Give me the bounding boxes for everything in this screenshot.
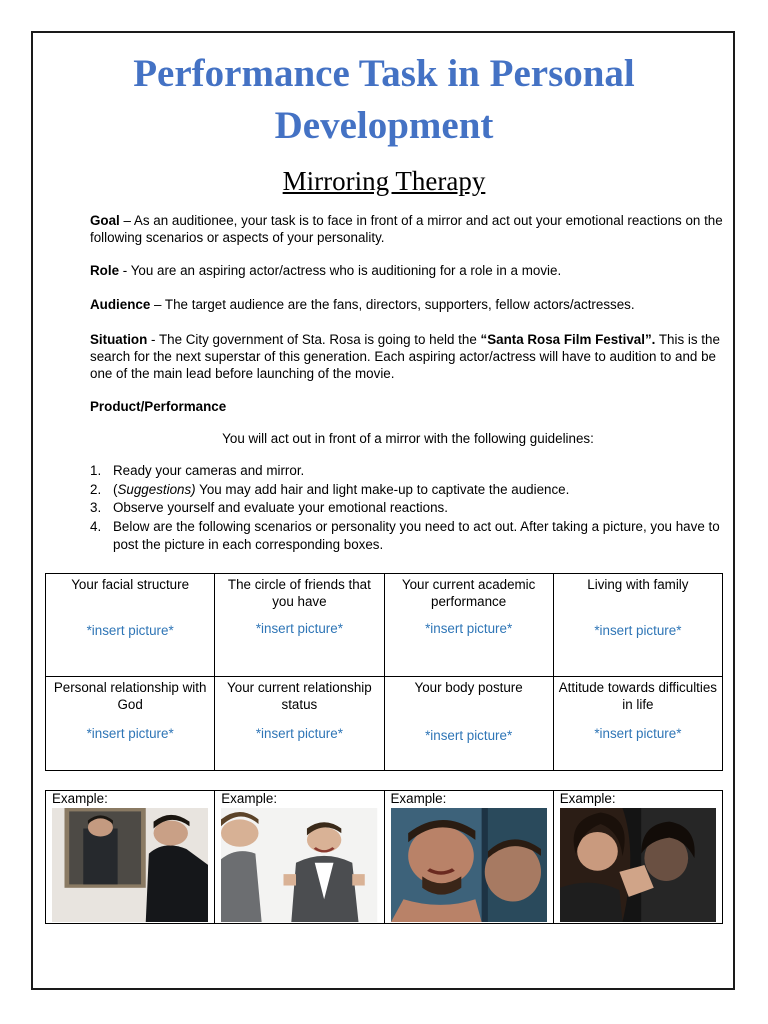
- guideline-item: [90, 499, 726, 518]
- guideline-text: Below are the following scenarios or personality you need to act out. After taking a picture, you have to post the picture in each corresponding boxes.: [113, 518, 720, 552]
- guideline-text: Ready your cameras and mirror.: [113, 463, 305, 478]
- grid-row: [46, 574, 723, 677]
- insert-picture-placeholder: *insert picture*: [255, 621, 343, 636]
- insert-picture-placeholder: *insert picture*: [425, 621, 513, 636]
- grid-cell: [553, 677, 722, 771]
- example-photo-distressed: [560, 808, 716, 922]
- guidelines-list: [90, 462, 726, 555]
- role-text: - You are an aspiring actor/actress who is auditioning for a role in a movie.: [119, 263, 562, 278]
- suggestions-text: You may add hair and light make-up to captivate the audience.: [195, 481, 570, 497]
- page-subtitle: Mirroring Therapy: [282, 166, 486, 196]
- situation-text-before: - The City government of Sta. Rosa is going to held the: [147, 332, 481, 347]
- cell-label: Your facial structure: [71, 577, 190, 592]
- audience-text: – The target audience are the fans, directors, supporters, fellow actors/actresses.: [150, 297, 635, 312]
- suggestions-label: Suggestions): [117, 481, 196, 497]
- cell-label: Attitude towards difficulties in life: [558, 680, 718, 712]
- grid-cell: [215, 574, 384, 677]
- grid-row: [46, 677, 723, 771]
- guideline-text: Observe yourself and evaluate your emotional reactions.: [113, 500, 448, 515]
- role-paragraph: [90, 262, 726, 279]
- cell-label: The circle of friends that you have: [227, 577, 371, 609]
- guideline-text: [113, 481, 726, 500]
- situation-text-after: This is the search for the next superstar of this generation. Each aspiring actor/actress will have to audition to and be one of the main lead before launching of the movie.: [90, 332, 720, 381]
- grid-cell: [215, 677, 384, 771]
- guideline-number: 2.: [90, 481, 102, 497]
- insert-picture-placeholder: *insert picture*: [425, 728, 513, 743]
- cell-label: Personal relationship with God: [53, 680, 207, 712]
- examples-table: [45, 790, 723, 924]
- example-label: Example:: [390, 791, 447, 806]
- example-cell: [553, 791, 722, 924]
- grid-cell: [46, 574, 215, 677]
- grid-cell: [384, 574, 553, 677]
- festival-name: “Santa Rosa Film Festival”.: [480, 332, 656, 347]
- scenario-grid: [45, 573, 723, 771]
- example-photo-friends: [221, 808, 377, 922]
- cell-label: Living with family: [587, 577, 689, 592]
- guideline-item: [90, 462, 726, 481]
- cell-label: Your body posture: [414, 680, 523, 695]
- role-label: Role: [90, 263, 120, 278]
- example-cell: [384, 791, 553, 924]
- insert-picture-placeholder: *insert picture*: [594, 726, 682, 741]
- insert-picture-placeholder: *insert picture*: [86, 726, 174, 741]
- grid-cell: [46, 677, 215, 771]
- cell-label: Your current relationship status: [227, 680, 372, 712]
- insert-picture-placeholder: *insert picture*: [255, 726, 343, 741]
- guideline-item: [90, 481, 726, 500]
- guideline-number: 3.: [90, 500, 102, 515]
- example-cell: [215, 791, 384, 924]
- cell-label: Your current academic performance: [401, 577, 536, 609]
- example-label: Example:: [221, 791, 278, 806]
- suggestions-open-paren: (: [113, 481, 118, 497]
- goal-text: – As an auditionee, your task is to face in front of a mirror and act out your emotional reactions on the following scenarios or aspects of your personality.: [90, 213, 723, 245]
- insert-picture-placeholder: *insert picture*: [594, 623, 682, 638]
- product-heading: Product/Performance: [90, 399, 227, 414]
- grid-cell: [384, 677, 553, 771]
- insert-picture-placeholder: *insert picture*: [86, 623, 174, 638]
- page-title: Performance Task in Personal Development: [133, 52, 635, 147]
- goal-paragraph: [90, 212, 726, 246]
- guideline-number: 4.: [90, 518, 102, 534]
- product-intro: You will act out in front of a mirror with the following guidelines:: [222, 431, 594, 446]
- examples-row: [46, 791, 723, 924]
- grid-cell: [553, 574, 722, 677]
- audience-paragraph: [90, 296, 726, 313]
- example-photo-crying: [391, 808, 547, 922]
- example-label: Example:: [559, 791, 616, 806]
- goal-label: Goal: [90, 213, 120, 228]
- audience-label: Audience: [90, 297, 151, 312]
- guideline-number: 1.: [90, 463, 102, 478]
- guideline-item: [90, 518, 726, 555]
- situation-paragraph: [90, 331, 726, 382]
- example-label: Example:: [52, 791, 108, 806]
- example-photo-mirror: [52, 808, 208, 922]
- situation-label: Situation: [90, 332, 148, 347]
- example-cell: [46, 791, 215, 924]
